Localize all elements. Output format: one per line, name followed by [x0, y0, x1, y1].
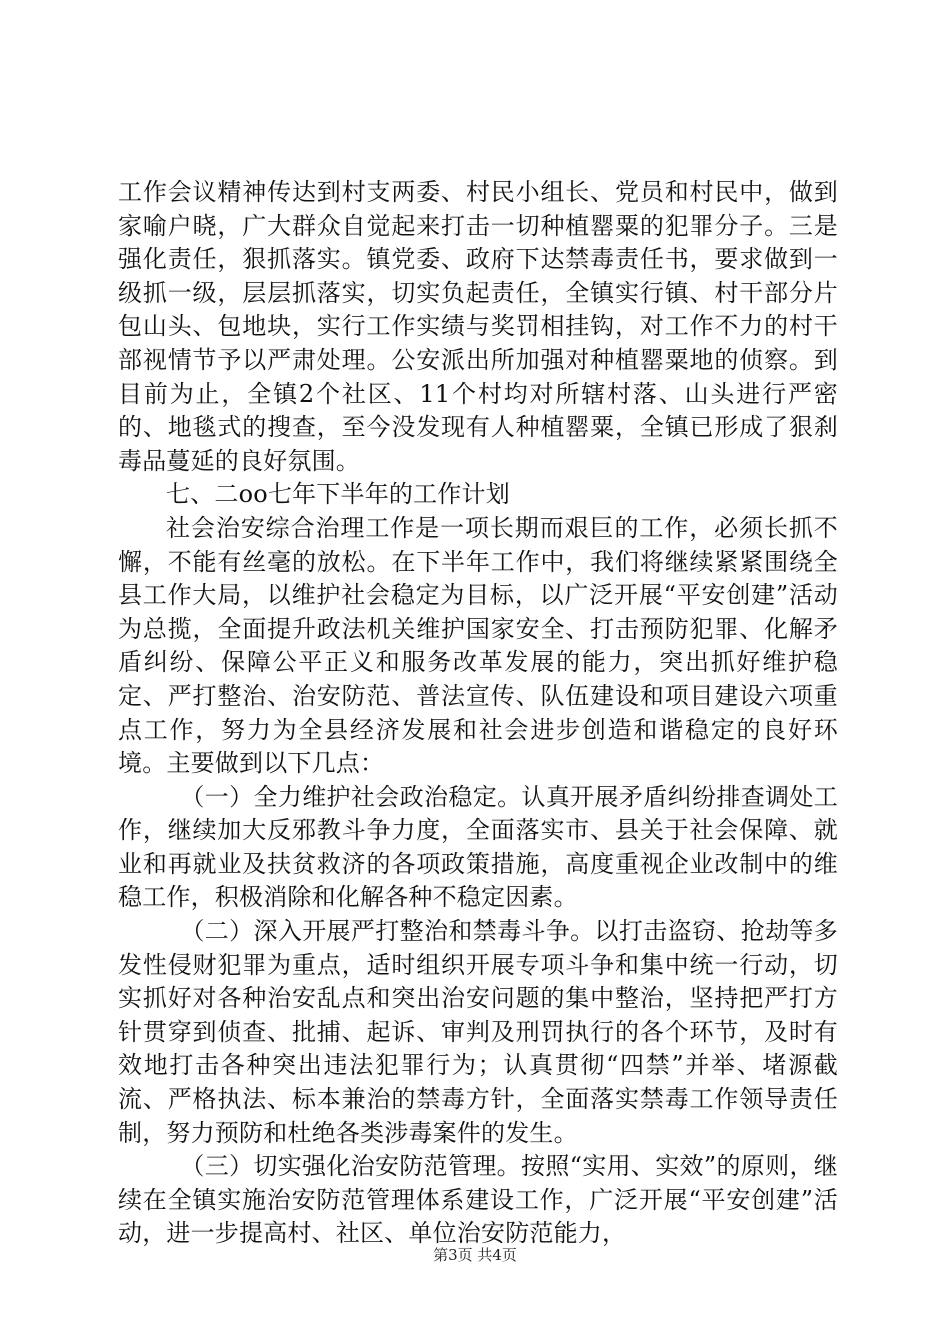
paragraph-drug-control-continued: 工作会议精神传达到村支两委、村民小组长、党员和村民中，做到家喻户晓，广大群众自觉起来打击一切种植罂粟的犯罪分子。三是强化责任，狠抓落实。镇党委、政府下达禁毒责任书，要求做到一级抓一级，层层抓落实，切实负起责任，全镇实行镇、村干部分片包山头、包地块，实行工作实绩与奖罚相挂钩，对工作不力的村干部视情节予以严肃处理。公安派出所加强对种植罂粟地的侦察。到目前为止，全镇2个社区、11个村均对所辖村落、山头进行严密的、地毯式的搜查，至今没发现有人种植罂粟，全镇已形成了狠刹毒品蔓延的良好氛围。 [118, 178, 838, 475]
body-text [118, 176, 838, 1251]
paragraph-work-plan-intro: 社会治安综合治理工作是一项长期而艰巨的工作，必须长抓不懈，不能有丝毫的放松。在下半年工作中，我们将继续紧紧围绕全县工作大局，以维护社会稳定为目标，以广泛开展“平安创建”活动为总揽，全面提升政法机关维护国家安全、打击预防犯罪、化解矛盾纠纷、保障公平正义和服务改革发展的能力，突出抓好维护稳定、严打整治、治安防范、普法宣传、队伍建设和项目建设六项重点工作，努力为全县经济发展和社会进步创造和谐稳定的良好环境。主要做到以下几点： [118, 513, 838, 778]
paragraph-item-2-crackdown: （二）深入开展严打整治和禁毒斗争。以打击盗窃、抢劫等多发性侵财犯罪为重点，适时组织开展专项斗争和集中统一行动，切实抓好对各种治安乱点和突出治安问题的集中整治，坚持把严打方针贯穿到侦查、批捕、起诉、审判及刑罚执行的各个环节，及时有效地打击各种突出违法犯罪行为；认真贯彻“四禁”并举、堵源截流、严格执法、标本兼治的禁毒方针，全面落实禁毒工作领导责任制，努力预防和杜绝各类涉毒案件的发生。 [118, 917, 838, 1147]
paragraph-item-3-prevention: （三）切实强化治安防范管理。按照“实用、实效”的原则，继续在全镇实施治安防范管理体系建设工作，广泛开展“平安创建”活动，进一步提高村、社区、单位治安防范能力， [118, 1152, 838, 1248]
section-heading-work-plan: 七、二oo七年下半年的工作计划 [166, 480, 510, 509]
paragraph-item-1-stability: （一）全力维护社会政治稳定。认真开展矛盾纠纷排查调处工作，继续加大反邪教斗争力度，全面落实市、县关于社会保障、就业和再就业及扶贫救济的各项政策措施，高度重视企业改制中的维稳工作，积极消除和化解各种不稳定因素。 [118, 782, 838, 912]
page-number-footer: 第3页 共4页 [433, 1246, 517, 1264]
